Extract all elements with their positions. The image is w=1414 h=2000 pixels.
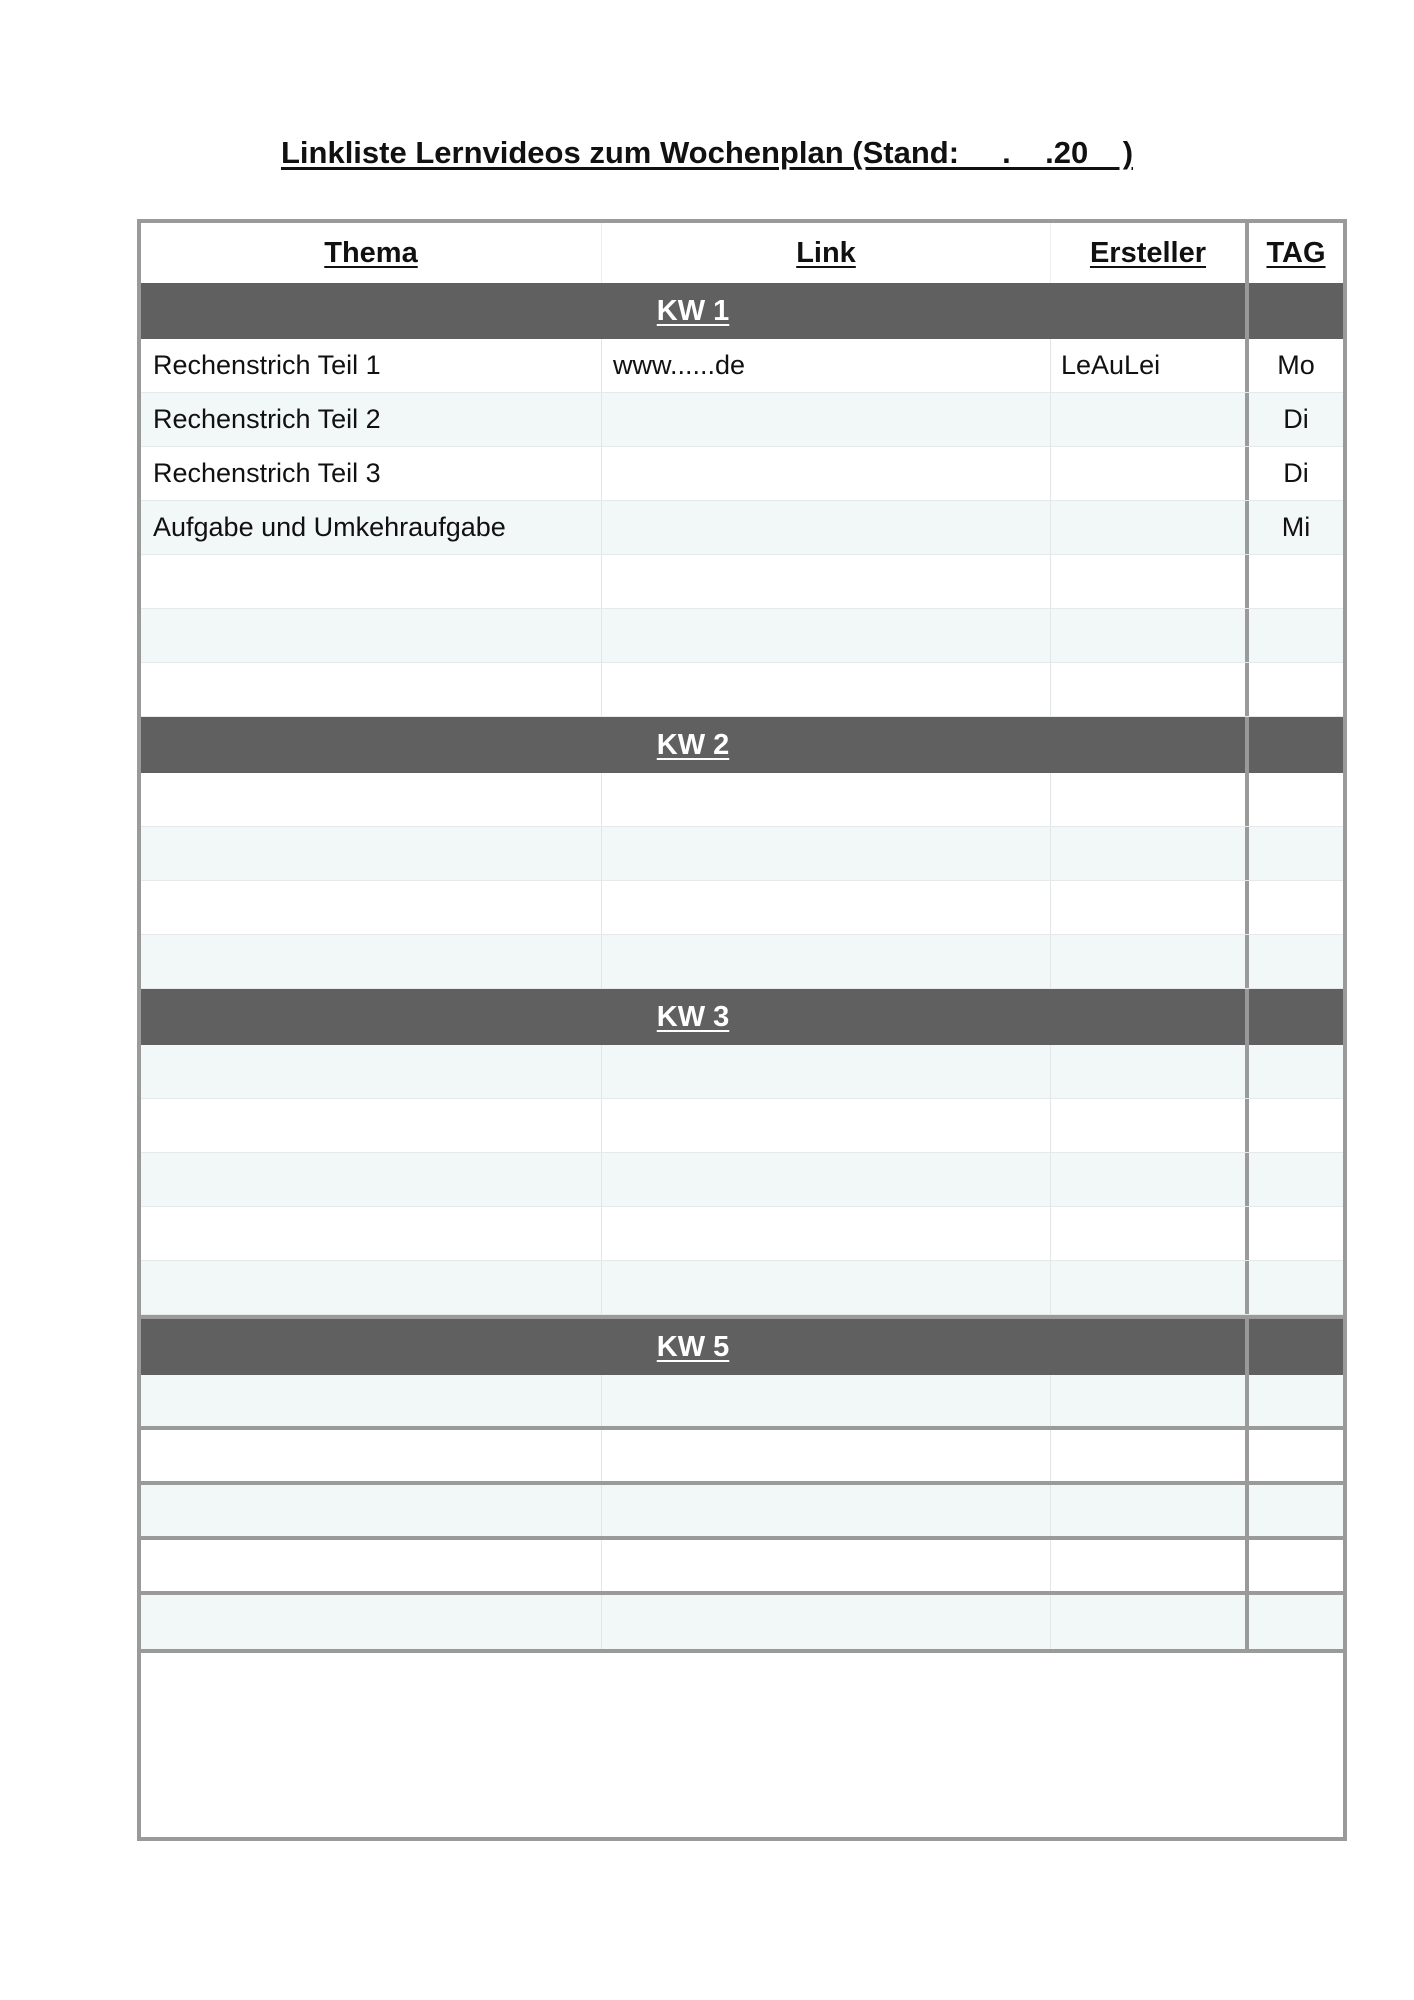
table-row [141, 1153, 1343, 1207]
cell-link[interactable] [602, 1595, 1051, 1649]
cell-thema[interactable] [141, 1540, 602, 1591]
cell-thema[interactable] [141, 663, 602, 716]
cell-link[interactable] [602, 1099, 1051, 1152]
table-row [141, 501, 1343, 555]
cell-link[interactable] [602, 393, 1051, 446]
cell-ersteller[interactable] [1051, 393, 1249, 446]
cell-tag[interactable]: Di [1283, 404, 1309, 434]
cell-tag[interactable]: Di [1283, 458, 1309, 488]
cell-thema[interactable] [141, 1045, 602, 1098]
cell-tag[interactable] [1249, 609, 1343, 662]
cell-tag[interactable] [1249, 935, 1343, 988]
cell-ersteller[interactable] [1051, 1207, 1249, 1260]
table-row [141, 609, 1343, 663]
section-header-kw1 [141, 283, 1343, 339]
cell-link[interactable] [602, 1540, 1051, 1591]
cell-ersteller[interactable] [1051, 1099, 1249, 1152]
section-label: KW 5 [141, 1319, 1249, 1375]
cell-link[interactable] [602, 609, 1051, 662]
table-row [141, 663, 1343, 717]
link-table [137, 219, 1347, 1841]
table-row [141, 1261, 1343, 1315]
cell-thema[interactable] [141, 773, 602, 826]
cell-thema[interactable] [141, 1153, 602, 1206]
cell-thema[interactable]: Rechenstrich Teil 1 [141, 339, 602, 392]
cell-ersteller[interactable] [1051, 1595, 1249, 1649]
cell-link[interactable] [602, 1375, 1051, 1426]
cell-link[interactable] [602, 1045, 1051, 1098]
cell-ersteller[interactable] [1051, 663, 1249, 716]
cell-tag[interactable] [1249, 1261, 1343, 1314]
section-label: KW 1 [141, 283, 1249, 339]
header-ersteller: Ersteller [1051, 223, 1249, 283]
cell-tag[interactable] [1249, 1099, 1343, 1152]
cell-tag[interactable] [1249, 663, 1343, 716]
cell-link[interactable] [602, 447, 1051, 500]
cell-ersteller[interactable] [1051, 1045, 1249, 1098]
cell-link[interactable] [602, 555, 1051, 608]
table-row [141, 881, 1343, 935]
cell-link[interactable] [602, 1207, 1051, 1260]
cell-link[interactable] [602, 1153, 1051, 1206]
cell-ersteller[interactable] [1051, 1540, 1249, 1591]
cell-ersteller[interactable] [1051, 555, 1249, 608]
cell-thema[interactable] [141, 1099, 602, 1152]
table-row [141, 555, 1343, 609]
cell-thema[interactable] [141, 1485, 602, 1536]
cell-tag[interactable] [1249, 1540, 1343, 1591]
cell-thema[interactable] [141, 609, 602, 662]
cell-thema[interactable] [141, 827, 602, 880]
cell-link[interactable] [602, 663, 1051, 716]
cell-ersteller[interactable] [1051, 1375, 1249, 1426]
table-header-row [141, 223, 1343, 283]
table-row [141, 447, 1343, 501]
cell-ersteller[interactable] [1051, 609, 1249, 662]
empty-notes-area [141, 1649, 1343, 1837]
cell-tag[interactable] [1249, 827, 1343, 880]
cell-thema[interactable] [141, 555, 602, 608]
table-row [141, 773, 1343, 827]
cell-ersteller[interactable] [1051, 1485, 1249, 1536]
section-label: KW 3 [141, 989, 1249, 1045]
cell-tag[interactable] [1249, 1045, 1343, 1098]
cell-ersteller[interactable] [1051, 881, 1249, 934]
cell-link[interactable] [602, 1261, 1051, 1314]
table-row [141, 1595, 1343, 1649]
section-header-kw5 [141, 1315, 1343, 1375]
cell-thema[interactable] [141, 1261, 602, 1314]
cell-ersteller[interactable] [1051, 827, 1249, 880]
cell-thema[interactable]: Rechenstrich Teil 2 [141, 393, 602, 446]
cell-ersteller[interactable] [1051, 501, 1249, 554]
cell-thema[interactable]: Rechenstrich Teil 3 [141, 447, 602, 500]
cell-thema[interactable] [141, 881, 602, 934]
cell-link[interactable] [602, 881, 1051, 934]
cell-tag[interactable]: Mo [1277, 350, 1315, 380]
cell-thema[interactable] [141, 1375, 602, 1426]
cell-ersteller[interactable] [1051, 773, 1249, 826]
cell-tag[interactable] [1249, 881, 1343, 934]
table-row [141, 1540, 1343, 1595]
section-header-kw3 [141, 989, 1343, 1045]
cell-tag[interactable] [1249, 1430, 1343, 1481]
cell-tag[interactable]: Mi [1281, 512, 1311, 542]
cell-tag[interactable] [1249, 1595, 1343, 1649]
cell-thema[interactable] [141, 1595, 602, 1649]
cell-link[interactable]: www......de [602, 339, 1051, 392]
table-row [141, 827, 1343, 881]
table-row [141, 1375, 1343, 1430]
cell-tag[interactable] [1249, 1485, 1343, 1536]
table-row [141, 1099, 1343, 1153]
cell-link[interactable] [602, 501, 1051, 554]
table-row [141, 935, 1343, 989]
cell-link[interactable] [602, 1485, 1051, 1536]
cell-ersteller[interactable] [1051, 1153, 1249, 1206]
cell-link[interactable] [602, 773, 1051, 826]
document-title: Linkliste Lernvideos zum Wochenplan (Stand: . .20 ) [280, 135, 1134, 170]
table-row [141, 1430, 1343, 1485]
cell-thema[interactable] [141, 935, 602, 988]
header-thema: Thema [141, 223, 602, 283]
cell-tag[interactable] [1249, 555, 1343, 608]
header-link: Link [602, 223, 1051, 283]
table-row [141, 1207, 1343, 1261]
cell-thema[interactable] [141, 1430, 602, 1481]
cell-ersteller[interactable] [1051, 447, 1249, 500]
cell-tag[interactable] [1249, 1207, 1343, 1260]
cell-ersteller[interactable] [1051, 1430, 1249, 1481]
header-tag: TAG [1266, 236, 1326, 269]
cell-thema[interactable]: Aufgabe und Umkehraufgabe [141, 501, 602, 554]
section-header-kw2 [141, 717, 1343, 773]
cell-ersteller[interactable] [1051, 1261, 1249, 1314]
cell-thema[interactable] [141, 1207, 602, 1260]
table-row [141, 393, 1343, 447]
cell-tag[interactable] [1249, 773, 1343, 826]
section-label: KW 2 [141, 717, 1249, 773]
cell-link[interactable] [602, 935, 1051, 988]
cell-tag[interactable] [1249, 1153, 1343, 1206]
cell-tag[interactable] [1249, 1375, 1343, 1426]
cell-ersteller[interactable]: LeAuLei [1051, 339, 1249, 392]
cell-ersteller[interactable] [1051, 935, 1249, 988]
table-row [141, 1485, 1343, 1540]
table-row [141, 1045, 1343, 1099]
cell-link[interactable] [602, 827, 1051, 880]
cell-link[interactable] [602, 1430, 1051, 1481]
table-row [141, 339, 1343, 393]
